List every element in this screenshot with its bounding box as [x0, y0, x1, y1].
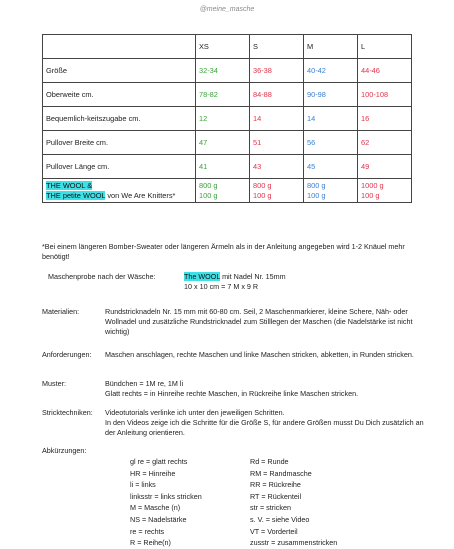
wool-cell-m [304, 179, 358, 203]
cell-s: 43 [250, 155, 304, 179]
abbreviation-item: RT = Rückenteil [250, 491, 302, 501]
cell-l: 16 [358, 107, 412, 131]
gauge-wool-highlight: The WOOL [184, 272, 221, 281]
cell-s: 84-88 [250, 83, 304, 107]
cell-s: 51 [250, 131, 304, 155]
table-row [43, 155, 412, 179]
wool-label [43, 179, 196, 203]
wool-amount: 100 g [199, 190, 218, 200]
abbreviations-right [250, 456, 337, 549]
abbreviation-item: Rd = Runde [250, 457, 289, 466]
wool-amount: 100 g [307, 190, 326, 200]
row-label: Pullover Breite cm. [43, 131, 196, 155]
abbreviations-label: Abkürzungen: [42, 446, 87, 455]
cell-xs: 78-82 [196, 83, 250, 107]
requirements-label: Anforderungen: [42, 350, 92, 359]
abbreviation-item: R = Reihe(n) [130, 538, 171, 548]
abbreviations-left [130, 456, 202, 549]
cell-m: 45 [304, 155, 358, 179]
table-row [43, 59, 412, 83]
materials-label: Materialien: [42, 307, 80, 316]
abbreviation-item: NS = Nadelstärke [130, 514, 187, 524]
cell-xs: 41 [196, 155, 250, 179]
cell-m: 14 [304, 107, 358, 131]
table-row [43, 131, 412, 155]
pattern-text [105, 379, 430, 399]
techniques-line: Videotutorials verlinke ich unter den jeweiligen Schritten. [105, 408, 285, 417]
cell-l: 49 [358, 155, 412, 179]
wool-amount: 800 g [307, 180, 326, 190]
abbreviation-item: s. V. = siehe Video [250, 514, 310, 524]
wool-cell-l [358, 179, 412, 203]
abbreviation-item: VT = Vorderteil [250, 526, 298, 536]
abbreviation-item: gl re = glatt rechts [130, 457, 188, 466]
wool-amount: 1000 g [361, 180, 384, 190]
abbreviation-item: re = rechts [130, 526, 165, 536]
row-label: Pullover Länge cm. [43, 155, 196, 179]
cell-xs: 47 [196, 131, 250, 155]
abbreviation-item: RM = Randmasche [250, 468, 312, 478]
table-header-row [43, 35, 412, 59]
techniques-text [105, 408, 430, 438]
cell-l: 44-46 [358, 59, 412, 83]
abbreviation-item: M = Masche (n) [130, 503, 181, 513]
wool-brand: von We Are Knitters* [105, 190, 176, 200]
row-label: Größe [43, 59, 196, 83]
abbreviation-item: zusstr = zusammenstricken [250, 538, 338, 548]
wool-cell-xs [196, 179, 250, 203]
gauge-needle: mit Nadel Nr. 15mm [220, 272, 286, 281]
header-tag: @meine_masche [199, 6, 255, 13]
gauge-ratio: 10 x 10 cm = 7 M x 9 R [184, 282, 259, 291]
abbreviation-item: RR = Rückreihe [250, 480, 301, 490]
gauge-value [184, 272, 286, 292]
cell-l: 62 [358, 131, 412, 155]
header-cell-empty [43, 35, 196, 59]
wool-name-highlight: THE WOOL & [46, 180, 93, 190]
wool-amount: 100 g [253, 190, 272, 200]
table-row [43, 83, 412, 107]
materials-text: Rundstricknadeln Nr. 15 mm mit 60-80 cm. Seil, 2 Maschenmarkierer, kleine Schere, Näh- oder Wollnadel und zusätzliche Rundstricknadel zum Stilllegen der Maschen (die Nadelstärke ist nicht wichtig) [105, 307, 413, 336]
pattern-label: Muster: [42, 379, 66, 388]
abbreviation-item: linksstr = links stricken [130, 491, 202, 501]
cell-m: 40-42 [304, 59, 358, 83]
pattern-line: Glatt rechts = in Hinreihe rechte Maschen, in Rückreihe linke Maschen stricken. [105, 389, 359, 398]
cell-xs: 32-34 [196, 59, 250, 83]
cell-l: 100-108 [358, 83, 412, 107]
wool-cell-s [250, 179, 304, 203]
requirements-text: Maschen anschlagen, rechte Maschen und linke Maschen stricken, abketten, in Runden stricken. [105, 350, 414, 359]
gauge-label: Maschenprobe nach der Wäsche: [48, 272, 156, 281]
yarn-note: *Bei einem längeren Bomber-Sweater oder längeren Ärmeln als in der Anleitung angegeben wird 1-2 Knäuel mehr benötigt! [42, 242, 405, 261]
row-label: Oberweite cm. [43, 83, 196, 107]
cell-xs: 12 [196, 107, 250, 131]
cell-s: 14 [250, 107, 304, 131]
cell-m: 90-98 [304, 83, 358, 107]
petite-wool-highlight: THE petite WOOL [46, 190, 106, 200]
header-cell-s: S [250, 35, 304, 59]
abbreviation-item: li = links [130, 480, 156, 490]
wool-amount: 800 g [199, 180, 218, 190]
abbreviation-item: HR = Hinreihe [130, 468, 176, 478]
techniques-line: In den Videos zeige ich die Schritte für die Größe S, für andere Größen musst Du Dich zusätzlich an der Anleitung orientieren. [105, 418, 424, 437]
cell-m: 56 [304, 131, 358, 155]
header-cell-xs: XS [196, 35, 250, 59]
cell-s: 36-38 [250, 59, 304, 83]
wool-row [43, 179, 412, 203]
header-cell-m: M [304, 35, 358, 59]
wool-amount: 100 g [361, 190, 380, 200]
techniques-label: Stricktechniken: [42, 408, 93, 417]
abbreviation-item: str = stricken [250, 503, 291, 513]
row-label: Bequemlich-keitszugabe cm. [43, 107, 196, 131]
pattern-line: Bündchen = 1M re, 1M li [105, 379, 184, 388]
size-table [42, 34, 412, 203]
table-row [43, 107, 412, 131]
header-cell-l: L [358, 35, 412, 59]
wool-amount: 800 g [253, 180, 272, 190]
